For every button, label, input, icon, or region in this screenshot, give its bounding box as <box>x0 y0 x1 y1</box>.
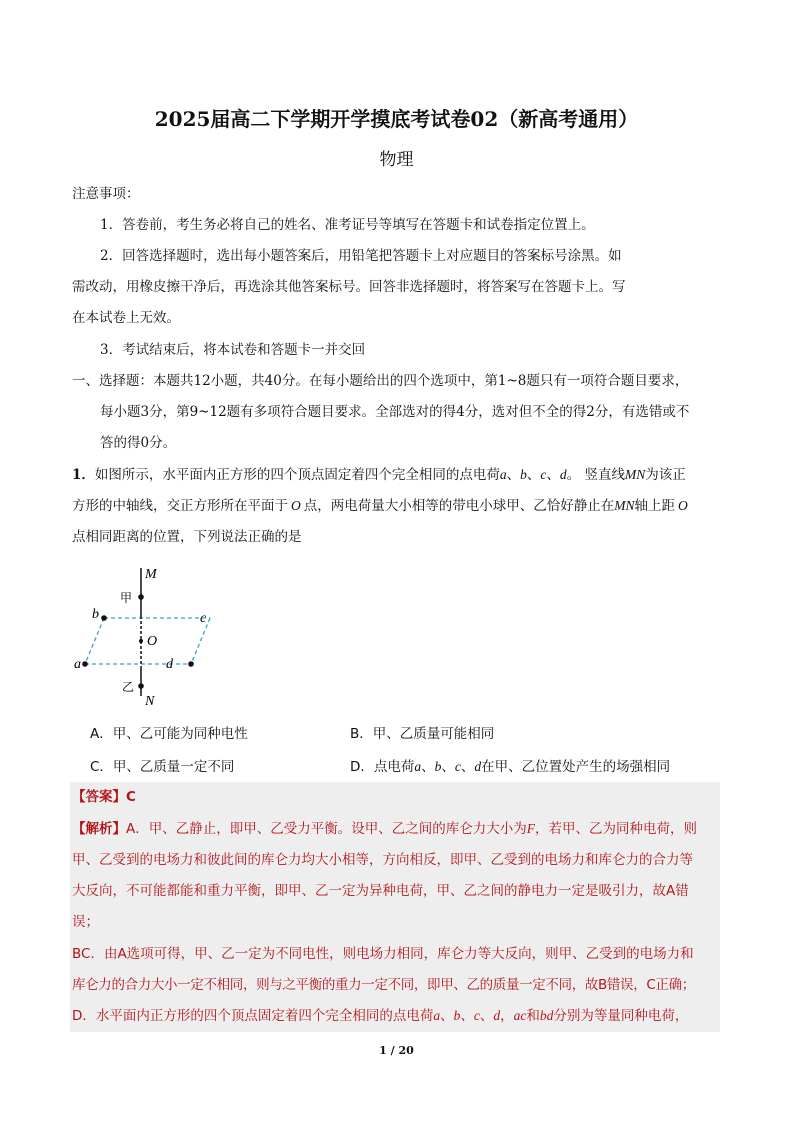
analysis-a-line-1: 【解析】A．甲、乙静止，即甲、乙受力平衡。设甲、乙之间的库仑力大小为F，若甲、乙为同种电荷，则 <box>72 821 697 837</box>
square-edge-ba <box>85 618 104 664</box>
charge-d <box>188 661 194 667</box>
answer-label: 【答案】C <box>72 789 136 805</box>
analysis-a-line-4: 误； <box>72 914 99 930</box>
question-1-line-1: 1．如图所示，水平面内正方形的四个顶点固定着四个完全相同的点电荷a、b、c、d。 竖直线MN为该正 <box>72 467 686 483</box>
page-number: 1 / 20 <box>379 1044 414 1057</box>
label-n: N <box>145 694 155 709</box>
option-c: C．甲、乙质量一定不同 <box>90 759 235 775</box>
label-o: O <box>147 634 158 649</box>
point-o <box>139 639 143 643</box>
label-m: M <box>145 567 157 582</box>
label-a: a <box>74 657 81 672</box>
notice-item-2-line-3: 在本试卷上无效。 <box>72 310 180 326</box>
label-b: b <box>92 607 99 622</box>
notice-item-1: 1．答卷前，考生务必将自己的姓名、准考证号等填写在答题卡和试卷指定位置上。 <box>100 217 595 233</box>
charge-a <box>82 661 88 667</box>
question-1-figure <box>70 560 230 710</box>
analysis-a-line-3: 大反向，不可能都能和重力平衡，即甲、乙一定为异种电荷，甲、乙之间的静电力一定是吸引力，故A错 <box>72 883 689 899</box>
question-1-number: 1． <box>72 467 95 483</box>
notice-item-2-line-2: 需改动，用橡皮擦干净后，再选涂其他答案标号。回答非选择题时，将答案写在答题卡上。写 <box>72 279 626 295</box>
analysis-d-line-1: D．水平面内正方形的四个顶点固定着四个完全相同的点电荷a、b、c、d，ac和bd分别为等量同种电荷， <box>72 1008 689 1024</box>
option-d: D．点电荷a、b、c、d在甲、乙位置处产生的场强相同 <box>350 759 671 775</box>
ball-jia <box>138 594 144 600</box>
label-yi: 乙 <box>122 680 135 694</box>
option-a: A．甲、乙可能为同种电性 <box>90 726 248 742</box>
subject-title: 物理 <box>379 150 414 170</box>
option-b: B．甲、乙质量可能相同 <box>350 726 495 742</box>
question-1-line-2: 方形的中轴线，交正方形所在平面于 O 点，两电荷量大小相等的带电小球甲、乙恰好静止在MN轴上距 O <box>72 498 688 514</box>
charge-b <box>101 615 107 621</box>
label-jia: 甲 <box>120 591 133 605</box>
notice-heading: 注意事项： <box>72 186 140 202</box>
section-1-line-1: 一、选择题：本题共12小题，共40分。在每小题给出的四个选项中，第1~8题只有一项符合题目要求， <box>72 373 689 389</box>
label-c: c <box>200 611 207 626</box>
notice-item-3: 3．考试结束后，将本试卷和答题卡一并交回 <box>100 342 366 358</box>
analysis-a-line-2: 甲、乙受到的电场力和彼此间的库仑力均大小相等，方向相反，即甲、乙受到的电场力和库仑力的合力等 <box>72 852 693 868</box>
ball-yi <box>138 683 144 689</box>
label-d: d <box>166 657 173 672</box>
analysis-bc-line-1: BC．由A选项可得，甲、乙一定为不同电性，则电场力相同，库仑力等大反向，则甲、乙受到的电场力和 <box>72 946 694 962</box>
section-1-line-3: 答的得0分。 <box>100 435 177 451</box>
section-1-line-2: 每小题3分，第9~12题有多项符合题目要求。全部选对的得4分，选对但不全的得2分，有选错或不 <box>100 404 690 420</box>
page-title: 2025届高二下学期开学摸底考试卷02（新高考通用） <box>154 107 639 131</box>
question-1-line-3: 点相同距离的位置，下列说法正确的是 <box>72 529 302 545</box>
notice-item-2-line-1: 2．回答选择题时，选出每小题答案后，用铅笔把答题卡上对应题目的答案标号涂黑。如 <box>100 248 622 264</box>
analysis-bc-line-2: 库仑力的合力大小一定不相同，则与之平衡的重力一定不同，即甲、乙的质量一定不同，故B错误，C正确； <box>72 977 695 993</box>
